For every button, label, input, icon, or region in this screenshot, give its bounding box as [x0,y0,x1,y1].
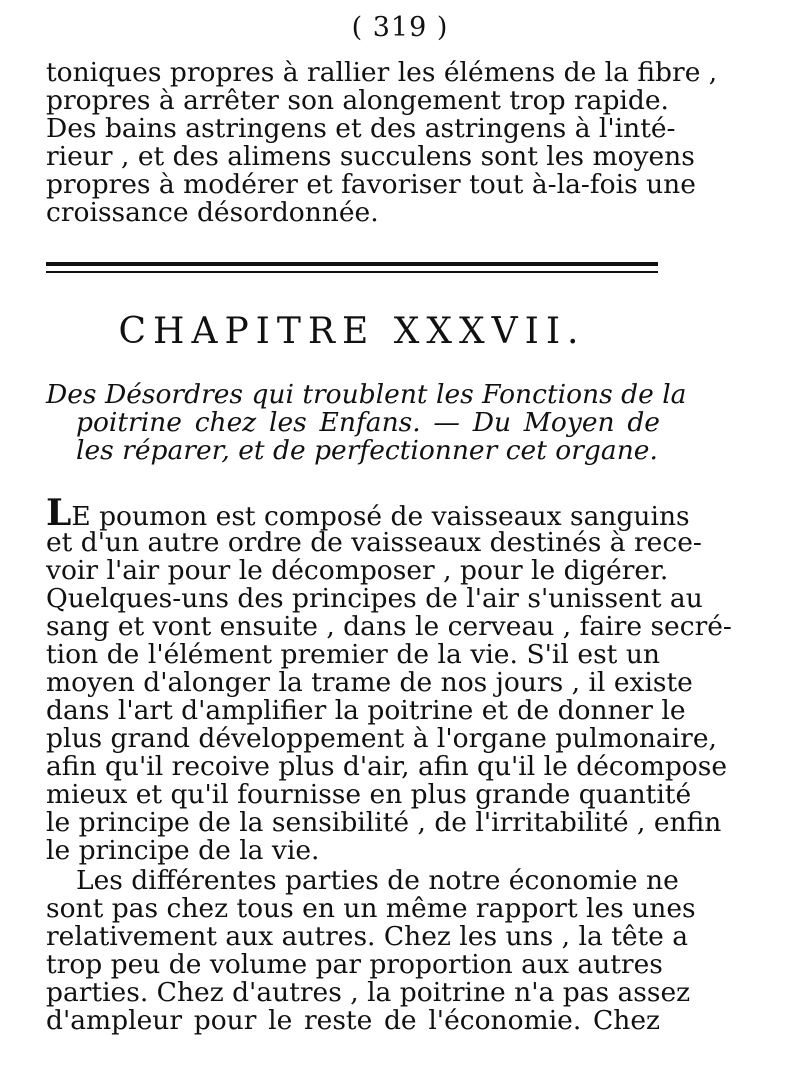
text-line: dans l'art d'amplifier la poitrine et de donner le [46,695,686,726]
section-rule-thick [46,262,658,266]
summary-line: les réparer, et de perfectionner cet organe. [76,435,658,466]
summary-line: Des Désordres qui troublent les Fonctions de la [46,379,687,410]
text-line: le principe de la vie. [46,835,320,866]
text-line: Des bains astringens et des astringens à l'inté- [46,113,676,144]
text-line: et d'un autre ordre de vaisseaux destinés à rece- [46,527,702,558]
drop-cap: L [46,492,72,534]
section-rule-thin [46,271,658,273]
text-line: sont pas chez tous en un même rapport les unes [46,893,696,924]
text-line: Quelques-uns des principes de l'air s'unissent au [46,583,703,614]
text-line: tion de l'élément premier de la vie. S'il est un [46,639,660,670]
text-line: sang et vont ensuite , dans le cerveau , faire secré- [46,611,732,642]
text-line: moyen d'alonger la trame de nos jours , il existe [46,667,693,698]
text-line: plus grand développement à l'organe pulmonaire, [46,723,717,754]
text-line: propres à arrêter son alongement trop rapide. [46,85,669,116]
page-number: ( 319 ) [351,12,449,43]
text-line: parties. Chez d'autres , la poitrine n'a pas assez [46,977,691,1008]
text-line: Les différentes parties de notre économie ne [76,865,679,896]
text-line: toniques propres à rallier les élémens de la fibre , [46,57,718,88]
text-line: le principe de la sensibilité , de l'irritabilité , enfin [46,807,722,838]
text-line: propres à modérer et favoriser tout à-la-fois une [46,169,696,200]
text-line: voir l'air pour le décomposer , pour le digérer. [46,555,669,586]
first-line-text: E poumon est composé de vaisseaux sanguins [71,501,690,532]
text-line: trop peu de volume par proportion aux autres [46,949,663,980]
text-line: croissance désordonnée. [46,197,379,228]
chapter-heading: CHAPITRE XXXVII. [118,311,586,352]
text-line: rieur , et des alimens succulens sont les moyens [46,141,695,172]
summary-line: poitrine chez les Enfans. — Du Moyen de [76,407,660,438]
text-line: afin qu'il recoive plus d'air, afin qu'il le décompose [46,751,728,782]
text-line: relativement aux autres. Chez les uns , la tête a [46,921,689,952]
text-line: mieux et qu'il fournisse en plus grande quantité [46,779,692,810]
text-line: d'ampleur pour le reste de l'économie. Chez [46,1005,660,1036]
